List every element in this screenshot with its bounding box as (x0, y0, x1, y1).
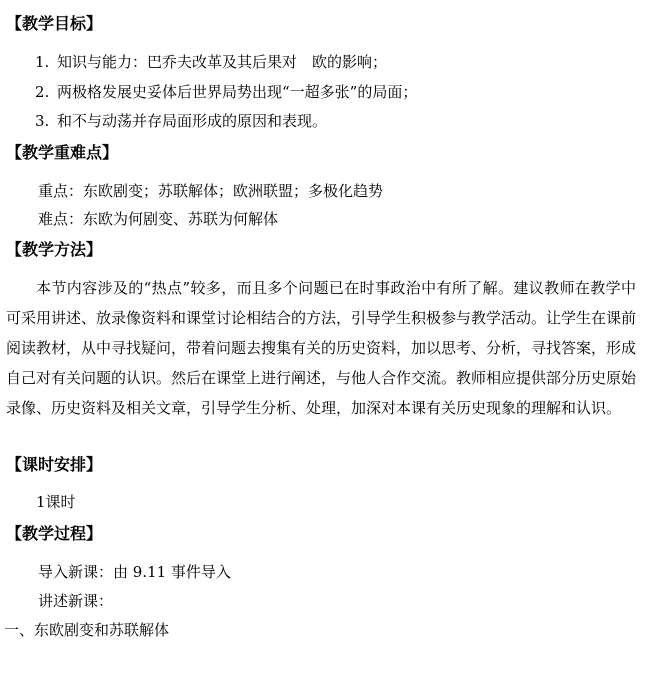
schedule-text: 1课时 (36, 493, 76, 511)
process-heading: 【教学过程】 (6, 524, 103, 543)
objective-text: 和不与动荡并存局面形成的原因和表现。 (57, 112, 328, 130)
objective-text: 知识与能力：巴乔夫改革及其后果对 欧的影响； (57, 53, 388, 71)
focus-line: 重点：东欧剧变；苏联解体；欧洲联盟；多极化趋势 (38, 182, 384, 200)
objective-item-1 (35, 52, 387, 72)
lecture-line: 讲述新课： (38, 592, 114, 610)
key-points-heading: 【教学重难点】 (6, 143, 119, 162)
method-heading: 【教学方法】 (6, 240, 103, 259)
objective-text: 两极格发展史妥体后世界局势出现“一超多张”的局面； (57, 83, 418, 101)
intro-line: 导入新课：由 9.11 事件导入 (38, 563, 231, 581)
part-one-heading: 一、东欧剧变和苏联解体 (4, 621, 170, 639)
objective-number: 2. (35, 83, 50, 101)
objective-number: 3. (35, 112, 50, 130)
method-paragraph: 本节内容涉及的“热点”较多，而且多个问题已在时事政治中有所了解。建议教师在教学中可采用讲述、放录像资料和课堂讨论相结合的方法，引导学生积极参与教学活动。让学生在课前阅读教材，从中寻找疑问，带着问题去搜集有关的历史资料，加以思考、分析，寻找答案，形成自己对有关问题的认识。然后在课堂上进行阐述，与他人合作交流。教师相应提供部分历史原始录像、历史资料及相关文章，引导学生分析、处理，加深对本课有关历史现象的理解和认识。 (6, 279, 637, 417)
objectives-heading: 【教学目标】 (6, 14, 103, 33)
objective-number: 1. (35, 53, 50, 71)
objective-item-3 (35, 111, 327, 131)
schedule-heading: 【课时安排】 (6, 455, 103, 474)
difficulty-line: 难点：东欧为何剧变、苏联为何解体 (38, 210, 279, 228)
objective-item-2 (35, 82, 417, 102)
